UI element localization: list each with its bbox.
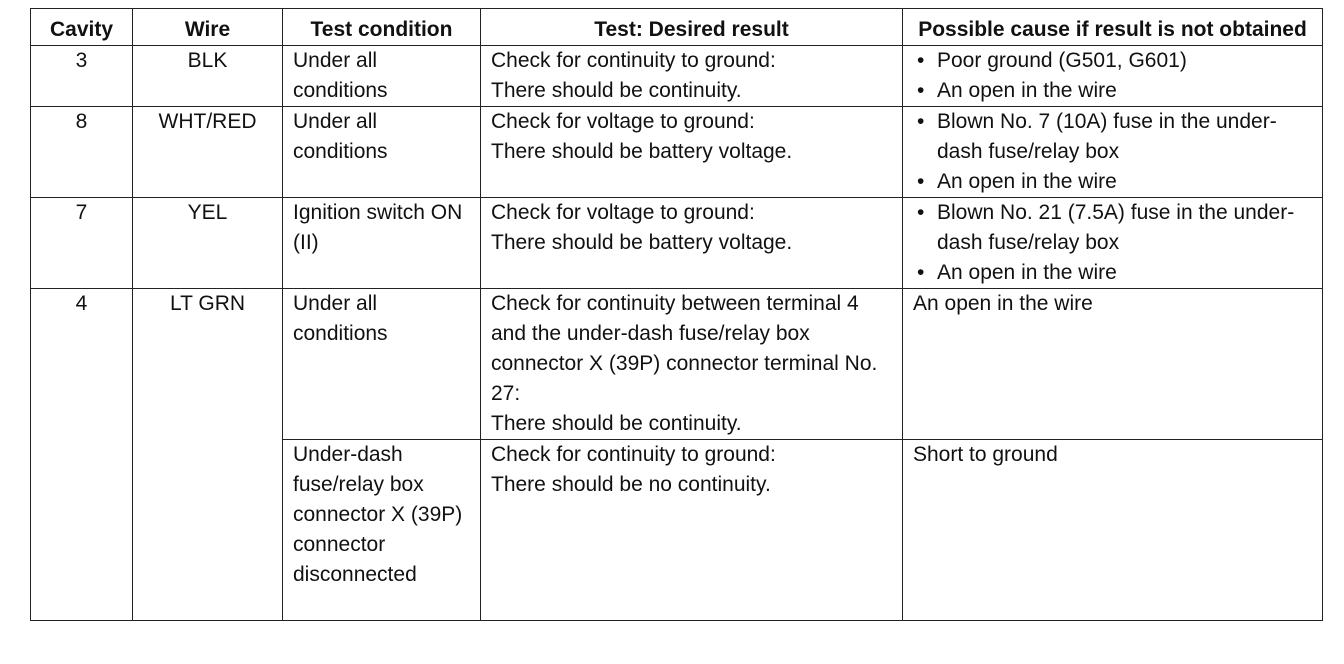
test-line: Check for continuity between terminal 4 and the under-dash fuse/relay box connector X (39P) connector terminal No. 27: bbox=[491, 292, 878, 405]
cause-item bbox=[913, 167, 1312, 197]
test-line: Check for continuity to ground: bbox=[491, 443, 776, 466]
table-row bbox=[31, 46, 1323, 107]
cause-text: An open in the wire bbox=[937, 261, 1117, 284]
test-cell bbox=[481, 440, 903, 621]
cause-cell bbox=[903, 198, 1323, 289]
header-cavity: Cavity bbox=[31, 9, 133, 46]
wire-cell: BLK bbox=[133, 46, 283, 107]
cause-item bbox=[913, 258, 1312, 288]
cause-cell: Short to ground bbox=[903, 440, 1323, 621]
cause-item bbox=[913, 76, 1312, 106]
condition-cell: Under all conditions bbox=[283, 289, 481, 440]
bullet-icon: • bbox=[917, 49, 925, 72]
test-line: There should be continuity. bbox=[491, 79, 742, 102]
test-cell bbox=[481, 46, 903, 107]
test-line: There should be no continuity. bbox=[491, 473, 771, 496]
table-row bbox=[31, 107, 1323, 198]
table-header-row bbox=[31, 9, 1323, 46]
bullet-icon: • bbox=[917, 261, 925, 284]
cause-cell bbox=[903, 46, 1323, 107]
bullet-icon: • bbox=[917, 170, 925, 193]
wire-test-table bbox=[30, 8, 1323, 621]
test-line: Check for continuity to ground: bbox=[491, 49, 776, 72]
cause-item bbox=[913, 198, 1312, 258]
cause-text: Blown No. 7 (10A) fuse in the under-dash fuse/relay box bbox=[937, 110, 1277, 163]
bullet-icon: • bbox=[917, 110, 925, 133]
header-possible-cause: Possible cause if result is not obtained bbox=[903, 9, 1323, 46]
test-cell bbox=[481, 107, 903, 198]
cause-text: Poor ground (G501, G601) bbox=[937, 49, 1187, 72]
test-line: There should be battery voltage. bbox=[491, 140, 793, 163]
header-wire: Wire bbox=[133, 9, 283, 46]
table-row bbox=[31, 289, 1323, 440]
bullet-icon: • bbox=[917, 79, 925, 102]
cavity-cell: 7 bbox=[31, 198, 133, 289]
test-line: There should be continuity. bbox=[491, 412, 742, 435]
cavity-cell: 8 bbox=[31, 107, 133, 198]
cause-text: An open in the wire bbox=[937, 79, 1117, 102]
cause-list bbox=[913, 107, 1312, 197]
cause-text: An open in the wire bbox=[937, 170, 1117, 193]
cavity-cell: 4 bbox=[31, 289, 133, 621]
cause-item bbox=[913, 46, 1312, 76]
cause-item bbox=[913, 107, 1312, 167]
cause-list bbox=[913, 46, 1312, 106]
wire-cell: YEL bbox=[133, 198, 283, 289]
bullet-icon: • bbox=[917, 201, 925, 224]
header-test-condition: Test condition bbox=[283, 9, 481, 46]
cavity-cell: 3 bbox=[31, 46, 133, 107]
wire-cell: LT GRN bbox=[133, 289, 283, 621]
test-cell bbox=[481, 198, 903, 289]
cause-list bbox=[913, 198, 1312, 288]
condition-cell: Under all conditions bbox=[283, 46, 481, 107]
table-row bbox=[31, 198, 1323, 289]
cause-cell: An open in the wire bbox=[903, 289, 1323, 440]
cause-text: Blown No. 21 (7.5A) fuse in the under-dash fuse/relay box bbox=[937, 201, 1295, 254]
test-cell bbox=[481, 289, 903, 440]
test-line: Check for voltage to ground: bbox=[491, 201, 755, 224]
condition-cell: Under all conditions bbox=[283, 107, 481, 198]
header-desired-result: Test: Desired result bbox=[481, 9, 903, 46]
test-line: There should be battery voltage. bbox=[491, 231, 793, 254]
condition-cell: Under-dash fuse/relay box connector X (39P) connector disconnected bbox=[283, 440, 481, 621]
wire-cell: WHT/RED bbox=[133, 107, 283, 198]
cause-cell bbox=[903, 107, 1323, 198]
test-line: Check for voltage to ground: bbox=[491, 110, 755, 133]
condition-cell: Ignition switch ON (II) bbox=[283, 198, 481, 289]
